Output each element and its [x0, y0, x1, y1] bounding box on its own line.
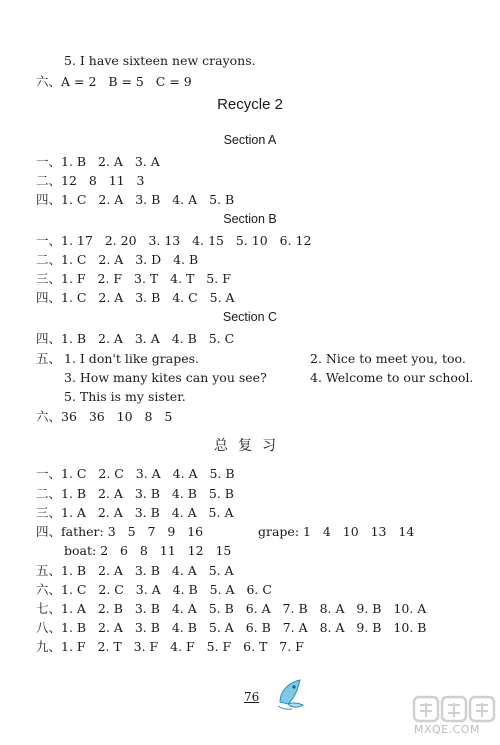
answer-line: 四、1. B 2. A 3. A 4. B 5. C — [36, 331, 235, 346]
answer-line: 5. I have sixteen new crayons. — [64, 53, 256, 68]
answer-line: 八、1. B 2. A 3. B 4. B 5. A 6. B 7. A 8. A 9. B 10. B — [36, 620, 427, 635]
section-a-title: Section A — [223, 133, 277, 147]
answer-line: 4. Welcome to our school. — [310, 370, 474, 385]
answer-line: 一、1. C 2. C 3. A 4. A 5. B — [36, 466, 235, 481]
answer-line: grape: 1 4 10 13 14 — [258, 524, 415, 539]
answer-line: 四、1. C 2. A 3. B 4. A 5. B — [36, 192, 235, 207]
answer-line: 二、1. B 2. A 3. B 4. B 5. B — [36, 486, 234, 501]
watermark-logo-icon — [412, 693, 496, 725]
answer-line: 三、1. A 2. A 3. B 4. A 5. A — [36, 505, 234, 520]
answer-line: 四、1. C 2. A 3. B 4. C 5. A — [36, 290, 235, 305]
answer-line: 3. How many kites can you see? — [64, 370, 267, 385]
answer-line: 一、1. 17 2. 20 3. 13 4. 15 5. 10 6. 12 — [36, 233, 312, 248]
page-number: 76 — [244, 690, 260, 704]
review-title: 总复习 — [214, 438, 286, 454]
five-label: 五、 — [36, 351, 62, 366]
answer-line: 一、1. B 2. A 3. A — [36, 154, 160, 169]
watermark-text: MXQE.COM — [414, 723, 480, 736]
answer-line: 二、1. C 2. A 3. D 4. B — [36, 252, 199, 267]
watermark-stamp — [412, 693, 496, 741]
recycle-title: Recycle 2 — [217, 96, 283, 113]
answer-line: 六、36 36 10 8 5 — [36, 409, 173, 424]
answer-line: 四、father: 3 5 7 9 16 — [36, 524, 204, 539]
answer-line: 六、A = 2 B = 5 C = 9 — [36, 74, 192, 89]
fish-decoration-icon — [276, 672, 306, 712]
answer-line: 三、1. F 2. F 3. T 4. T 5. F — [36, 271, 231, 286]
answer-line: 5. This is my sister. — [64, 389, 186, 404]
answer-line: 六、1. C 2. C 3. A 4. B 5. A 6. C — [36, 582, 272, 597]
answer-line: boat: 2 6 8 11 12 15 — [64, 543, 232, 558]
answer-line: 2. Nice to meet you, too. — [310, 351, 466, 366]
section-b-title: Section B — [223, 212, 277, 226]
answer-line: 五、1. B 2. A 3. B 4. A 5. A — [36, 563, 234, 578]
answer-line: 二、12 8 11 3 — [36, 173, 145, 188]
answer-line: 九、1. F 2. T 3. F 4. F 5. F 6. T 7. F — [36, 639, 304, 654]
answer-line: 1. I don't like grapes. — [64, 351, 199, 366]
section-c-title: Section C — [222, 310, 278, 324]
answer-line: 七、1. A 2. B 3. B 4. A 5. B 6. A 7. B 8. A 9. B 10. A — [36, 601, 427, 616]
